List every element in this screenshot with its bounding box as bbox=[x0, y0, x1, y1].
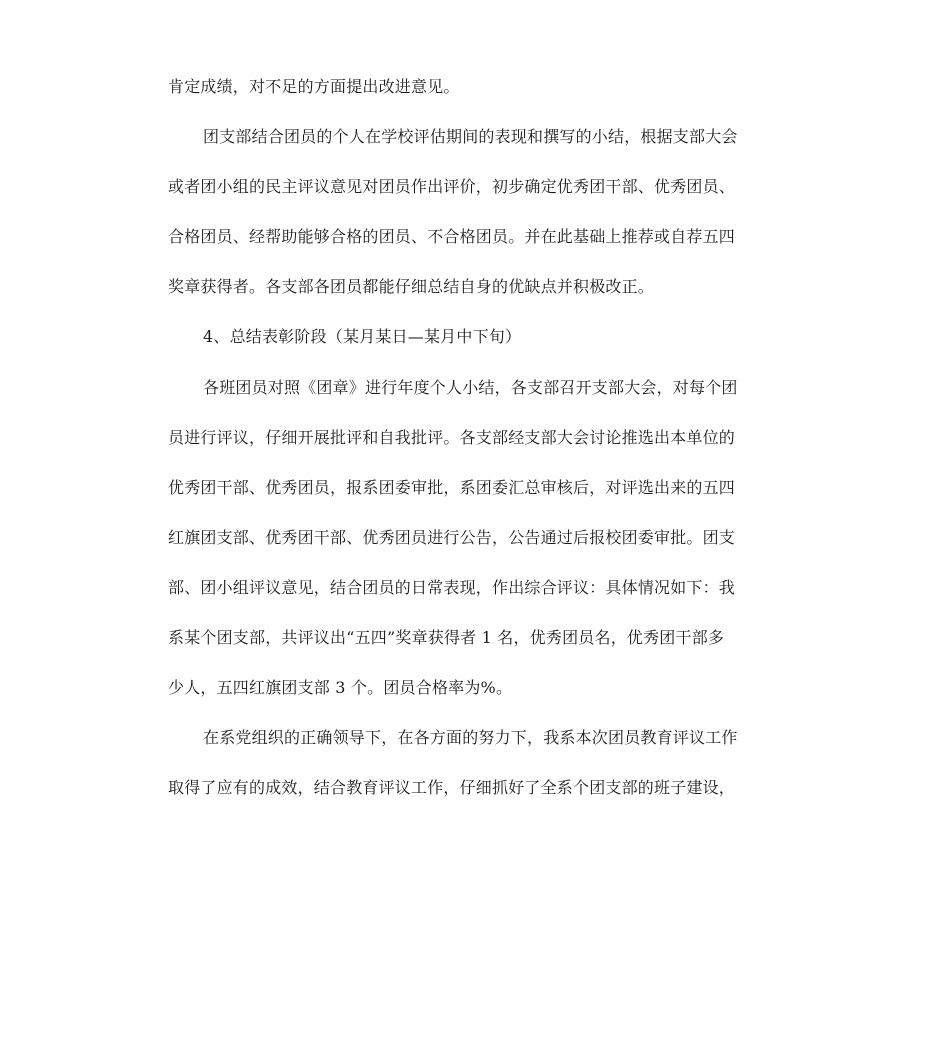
text-line: 合格团员、经帮助能够合格的团员、不合格团员。并在此基础上推荐或自荐五四 bbox=[168, 227, 736, 247]
text-line: 系某个团支部，共评议出“五四”奖章获得者 1 名，优秀团员名，优秀团干部多 bbox=[168, 628, 725, 648]
text-line: 在系党组织的正确领导下，在各方面的努力下，我系本次团员教育评议工作 bbox=[203, 728, 738, 748]
text-line: 优秀团干部、优秀团员，报系团委审批，系团委汇总审核后，对评选出来的五四 bbox=[168, 477, 736, 497]
text-line: 各班团员对照《团章》进行年度个人小结，各支部召开支部大会，对每个团 bbox=[203, 377, 738, 397]
text-line: 员进行评议，仔细开展批评和自我批评。各支部经支部大会讨论推选出本单位的 bbox=[168, 427, 736, 447]
text-line: 取得了应有的成效，结合教育评议工作，仔细抓好了全系个团支部的班子建设， bbox=[168, 778, 736, 798]
text-line: 少人，五四红旗团支部 3 个。团员合格率为%。 bbox=[168, 678, 513, 698]
text-line: 部、团小组评议意见，结合团员的日常表现，作出综合评议：具体情况如下：我 bbox=[168, 577, 736, 597]
text-line: 团支部结合团员的个人在学校评估期间的表现和撰写的小结，根据支部大会 bbox=[203, 127, 738, 147]
text-line: 奖章获得者。各支部各团员都能仔细总结自身的优缺点并积极改正。 bbox=[168, 277, 655, 297]
text-line: 或者团小组的民主评议意见对团员作出评价，初步确定优秀团干部、优秀团员、 bbox=[168, 177, 736, 197]
document-body bbox=[168, 62, 772, 813]
text-line: 红旗团支部、优秀团干部、优秀团员进行公告，公告通过后报校团委审批。团支 bbox=[168, 527, 736, 547]
text-line: 肯定成绩，对不足的方面提出改进意见。 bbox=[168, 77, 460, 96]
section-heading: 4、总结表彰阶段（某月某日—某月中下旬） bbox=[203, 327, 522, 347]
